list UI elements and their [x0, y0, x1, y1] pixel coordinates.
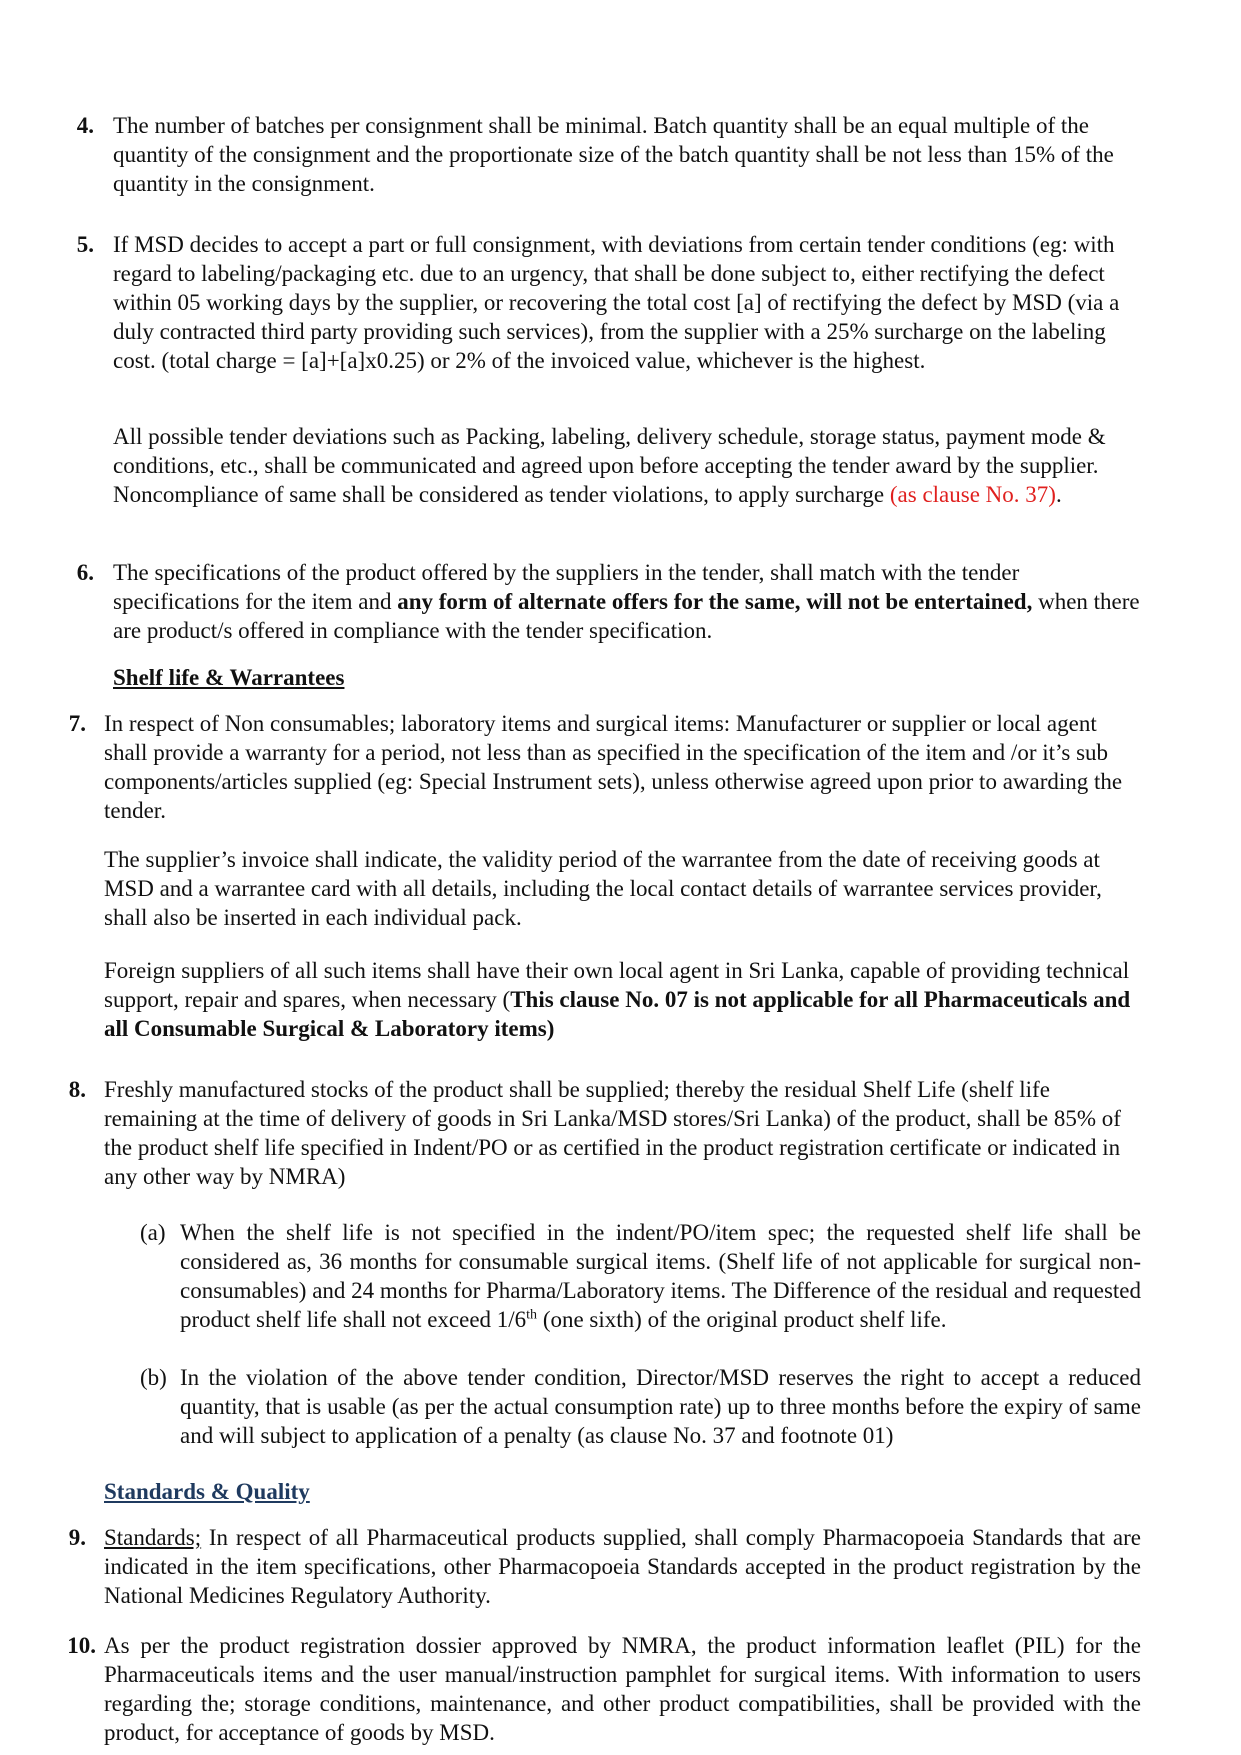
underlined-lead: Standards; [104, 1525, 202, 1550]
clause-number: 8. [68, 1077, 86, 1102]
clause-text: The supplier’s invoice shall indicate, the validity period of the warrantee from the date of receiving goods at MSD and a warrantee card with all details, including the local contact details of warrantee services provider, shall also be inserted in each individual pack. [104, 847, 1102, 930]
text-part: When the shelf life is not specified in the indent/PO/item spec; the requested shelf life shall be considered as, 36 months for consumable surgical items. (Shelf life of not applicable for surgical non-consumables) and 24 months for Pharma/Laboratory items. The Difference of the residual and requested product shelf life shall not exceed 1/6 [180, 1220, 1142, 1332]
clause-text: If MSD decides to accept a part or full consignment, with deviations from certain tender conditions (eg: with regard to labeling/packaging etc. due to an urgency, that shall be done subject to, either rectifying the defect within 05 working days by the supplier, or recovering the total cost [a] of rectifying the defect by MSD (via a duly contracted third party providing such services), from the supplier with a 25% surcharge on the labeling cost. (total charge = [a]+[a]x0.25) or 2% of the invoiced value, whichever is the highest. [113, 232, 1120, 373]
sub-text [180, 1218, 1141, 1334]
clause-number: 10. [67, 1633, 96, 1658]
sub-text: In the violation of the above tender condition, Director/MSD reserves the right to accept a reduced quantity, that is usable (as per the actual consumption rate) up to three months before the expiry of same and will subject to application of a penalty (as clause No. 37 and footnote 01) [180, 1365, 1141, 1448]
clause-reference: (as clause No. 37) [889, 482, 1056, 507]
clause-text [104, 1523, 1141, 1610]
text-part: In respect of all Pharmaceutical products supplied, shall comply Pharmacopoeia Standards that are indicated in the item specifications, other Pharmacopoeia Standards accepted in the product registration by the National Medicines Regulatory Authority. [104, 1525, 1141, 1608]
paragraph-end: . [1055, 482, 1062, 507]
sub-label: (a) [140, 1220, 166, 1245]
clause-text: In respect of Non consumables; laboratory items and surgical items: Manufacturer or supplier or local agent shall provide a warranty for a period, not less than as specified in the specification of the item and /or it’s sub components/articles supplied (eg: Special Instrument sets), unless otherwise agreed upon prior to awarding the tender. [104, 711, 1123, 823]
clause-number: 6. [76, 560, 94, 585]
clause-number: 4. [76, 113, 94, 138]
text-part: when there are product/s offered in compliance with the tender specification. [113, 589, 1140, 643]
clause-number: 9. [68, 1525, 86, 1550]
bold-text: any form of alternate offers for the same, will not be entertained, [397, 589, 1033, 614]
clause-number: 5. [76, 232, 94, 257]
clause-number: 7. [68, 711, 86, 736]
text-part: Foreign suppliers of all such items shall have their own local agent in Sri Lanka, capable of providing technical support, repair and spares, when necessary ( [104, 958, 1130, 1012]
clause-text: As per the product registration dossier approved by NMRA, the product information leaflet (PIL) for the Pharmaceuticals items and the user manual/instruction pamphlet for surgical items. With information to users regarding the; storage conditions, maintenance, and other product compatibilities, shall be provided with the product, for acceptance of goods by MSD. [104, 1633, 1141, 1745]
clause-8-sub-a [140, 1218, 1141, 1334]
paragraph-text: All possible tender deviations such as Packing, labeling, delivery schedule, storage status, payment mode & conditions, etc., shall be communicated and agreed upon before accepting the tender award by the supplier. Noncompliance of same shall be considered as tender violations, to apply surcharge [113, 424, 1106, 507]
clause-text: Freshly manufactured stocks of the product shall be supplied; thereby the residual Shelf Life (shelf life remaining at the time of delivery of goods in Sri Lanka/MSD stores/Sri Lanka) of the product, shall be 85% of the product shelf life specified in Indent/PO or as certified in the product registration certificate or indicated in any other way by NMRA) [104, 1077, 1121, 1189]
clause-text [113, 558, 1141, 645]
bold-text: This clause No. 07 is not applicable for all Pharmaceuticals and all Consumable Surgical & Laboratory items) [104, 987, 1131, 1041]
clause-8-sub-b [140, 1363, 1141, 1450]
text-part: The specifications of the product offered by the suppliers in the tender, shall match with the tender specifications for the item and [113, 560, 1020, 614]
text-part: (one sixth) of the original product shelf life. [537, 1307, 947, 1332]
clause-text [113, 422, 1141, 509]
sub-label: (b) [140, 1365, 167, 1390]
clause-text: The number of batches per consignment shall be minimal. Batch quantity shall be an equal multiple of the quantity of the consignment and the proportionate size of the batch quantity shall be not less than 15% of the quantity in the consignment. [113, 113, 1114, 196]
section-heading-standards: Standards & Quality [104, 1479, 310, 1504]
superscript: th [526, 1307, 538, 1323]
section-heading-shelf-life: Shelf life & Warrantees [113, 665, 345, 690]
clause-text [104, 956, 1141, 1043]
